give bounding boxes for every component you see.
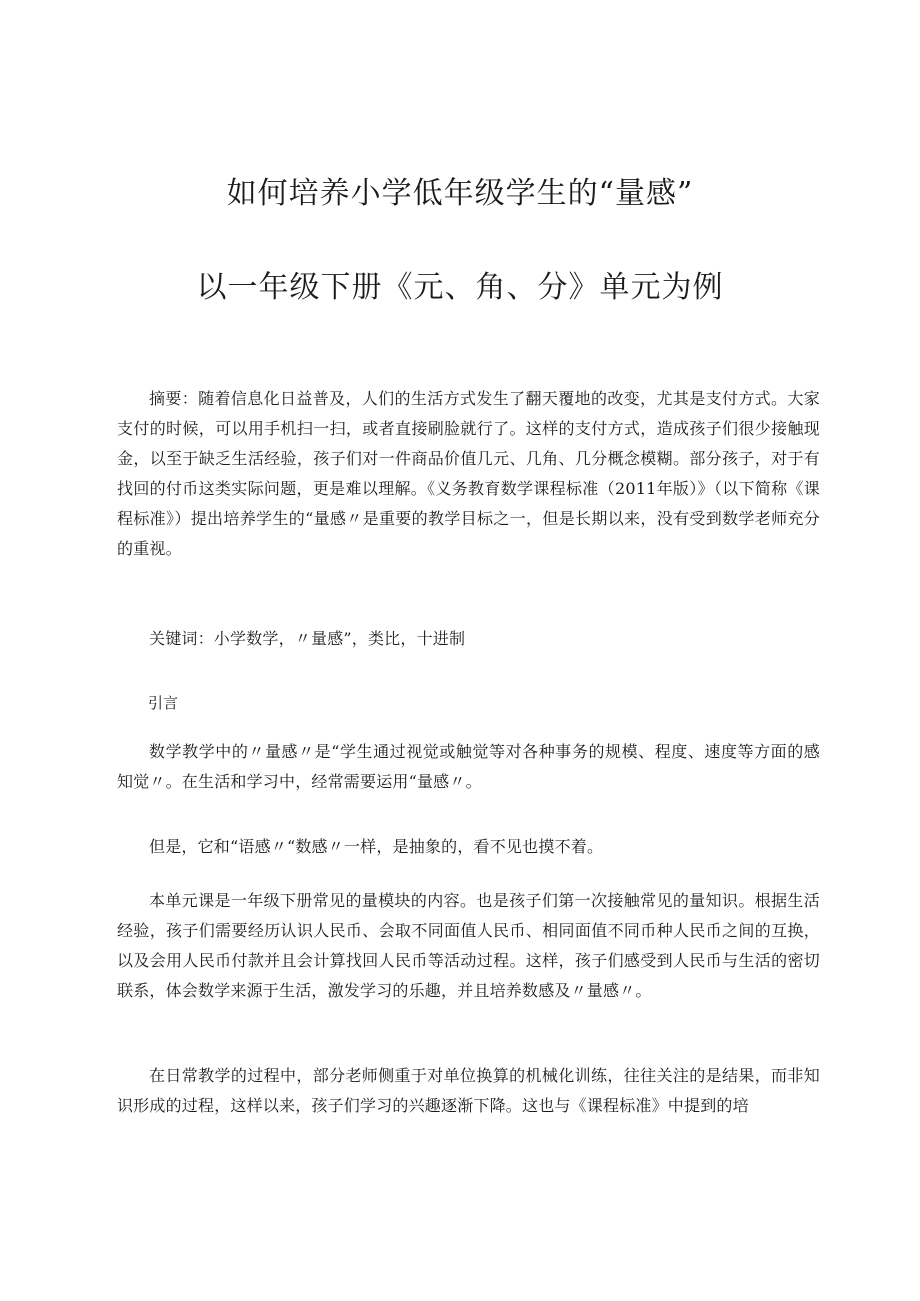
intro-heading: 引言 bbox=[148, 694, 179, 712]
abstract-paragraph: 摘要：随着信息化日益普及，人们的生活方式发生了翻天覆地的改变，尤其是支付方式。大家支付的时候，可以用手机扫一扫，或者直接刷脸就行了。这样的支付方式，造成孩子们很少接触现金，以至于缺乏生活经验，孩子们对一件商品价值几元、几角、几分概念模糊。部分孩子，对于有找回的付币这类实际问题，更是难以理解。《义务教育数学课程标准（2011年版）》（以下简称《课程标准》）提出培养学生的“量感〃是重要的教学目标之一，但是长期以来，没有受到数学老师充分的重视。 bbox=[117, 389, 820, 558]
body-paragraph: 但是，它和“语感〃“数感〃一样，是抽象的，看不见也摸不着。 bbox=[149, 837, 604, 856]
document-title: 如何培养小学低年级学生的“量感” bbox=[226, 176, 694, 211]
body-paragraph: 在日常教学的过程中，部分老师侧重于对单位换算的机械化训练，往往关注的是结果，而非知识形成的过程，这样以来，孩子们学习的兴趣逐渐下降。这也与《课程标准》中提到的培 bbox=[117, 1066, 820, 1115]
body-paragraph: 本单元课是一年级下册常见的量模块的内容。也是孩子们第一次接触常见的量知识。根据生活经验，孩子们需要经历认识人民币、会取不同面值人民币、相同面值不同币种人民币之间的互换，以及会用人民币付款并且会计算找回人民币等活动过程。这样，孩子们感受到人民币与生活的密切联系，体会数学来源于生活，激发学习的乐趣，并且培养数感及〃量感〃。 bbox=[117, 891, 820, 1000]
body-paragraph: 数学教学中的〃量感〃是“学生通过视觉或触觉等对各种事务的规模、程度、速度等方面的感知觉〃。在生活和学习中，经常需要运用“量感〃。 bbox=[117, 742, 820, 791]
keywords-line: 关键词：小学数学，〃量感”，类比，十进制 bbox=[149, 629, 466, 648]
document-subtitle: 以一年级下册《元、角、分》单元为例 bbox=[196, 270, 724, 305]
